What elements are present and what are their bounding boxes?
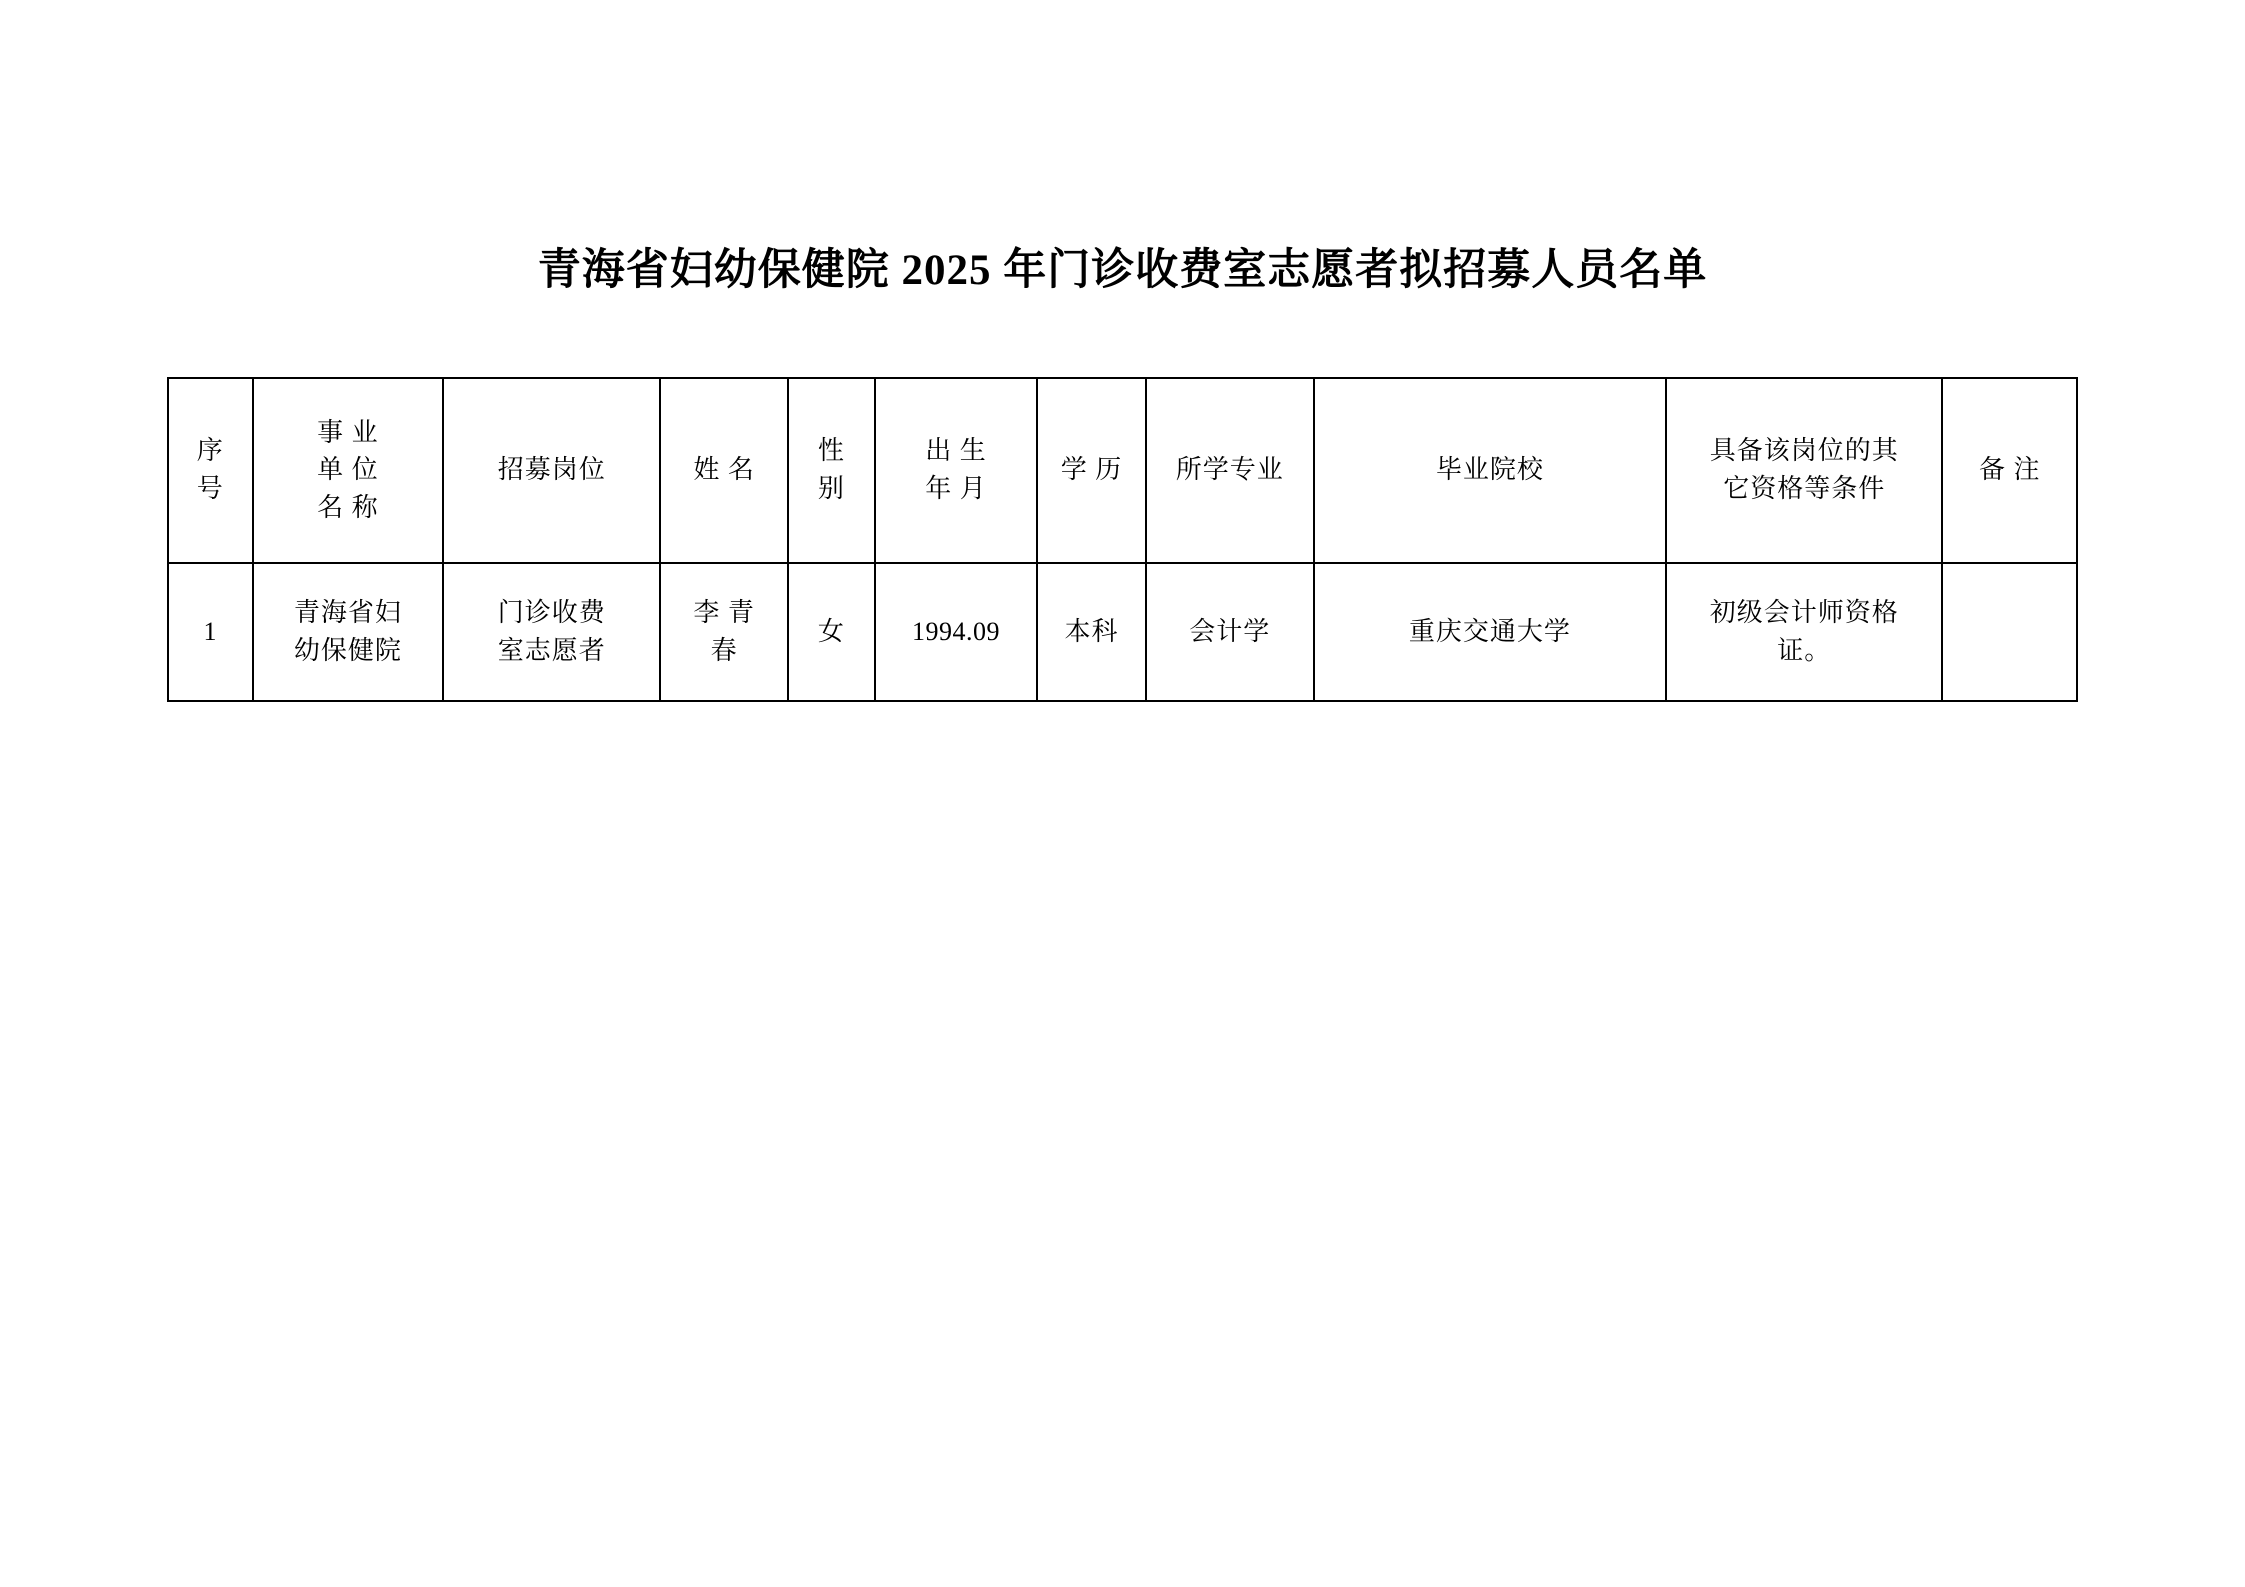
cell-school: 重庆交通大学 <box>1314 563 1666 701</box>
column-header-conditions <box>1666 378 1942 563</box>
cell-name <box>660 563 788 701</box>
column-header-gender <box>788 378 875 563</box>
cell-post-line2: 室志愿者 <box>497 635 606 665</box>
page-title: 青海省妇幼保健院 2025 年门诊收费室志愿者拟招募人员名单 <box>537 247 1708 294</box>
cell-conditions <box>1666 563 1942 701</box>
column-header-unit-line1: 事 业 <box>317 417 379 447</box>
roster-table-container <box>0 377 2245 702</box>
cell-conditions-line1: 初级会计师资格 <box>1709 597 1899 627</box>
cell-post <box>443 563 660 701</box>
table-body <box>168 563 2077 701</box>
table-header <box>168 378 2077 563</box>
column-header-unit-line2: 单 位 <box>317 455 379 485</box>
column-header-education: 学 历 <box>1037 378 1145 563</box>
column-header-birth <box>875 378 1038 563</box>
cell-conditions-line2: 证。 <box>1777 635 1832 665</box>
column-header-conditions-line2: 它资格等条件 <box>1723 474 1886 504</box>
column-header-major: 所学专业 <box>1146 378 1314 563</box>
column-header-unit-line3: 名 称 <box>317 492 379 522</box>
table-row <box>168 563 2077 701</box>
column-header-birth-line1: 出 生 <box>925 436 987 466</box>
table-header-row <box>168 378 2077 563</box>
column-header-conditions-line1: 具备该岗位的其 <box>1709 436 1899 466</box>
cell-education: 本科 <box>1037 563 1145 701</box>
cell-major: 会计学 <box>1146 563 1314 701</box>
cell-birth: 1994.09 <box>875 563 1038 701</box>
column-header-seq-line1: 序 <box>196 436 224 466</box>
cell-unit-line2: 幼保健院 <box>293 635 402 665</box>
cell-post-line1: 门诊收费 <box>497 597 606 627</box>
cell-seq: 1 <box>168 563 253 701</box>
column-header-remark: 备 注 <box>1942 378 2077 563</box>
column-header-name: 姓 名 <box>660 378 788 563</box>
cell-gender: 女 <box>788 563 875 701</box>
column-header-post: 招募岗位 <box>443 378 660 563</box>
cell-remark <box>1942 563 2077 701</box>
column-header-gender-line1: 性 <box>817 436 845 466</box>
cell-name-line2: 春 <box>710 635 738 665</box>
column-header-birth-line2: 年 月 <box>925 474 987 504</box>
roster-table <box>167 377 2078 702</box>
column-header-seq <box>168 378 253 563</box>
column-header-school: 毕业院校 <box>1314 378 1666 563</box>
cell-unit-line1: 青海省妇 <box>293 597 402 627</box>
column-header-seq-line2: 号 <box>196 474 224 504</box>
column-header-gender-line2: 别 <box>817 474 845 504</box>
column-header-unit <box>253 378 444 563</box>
cell-unit <box>253 563 444 701</box>
cell-name-line1: 李 青 <box>693 597 755 627</box>
